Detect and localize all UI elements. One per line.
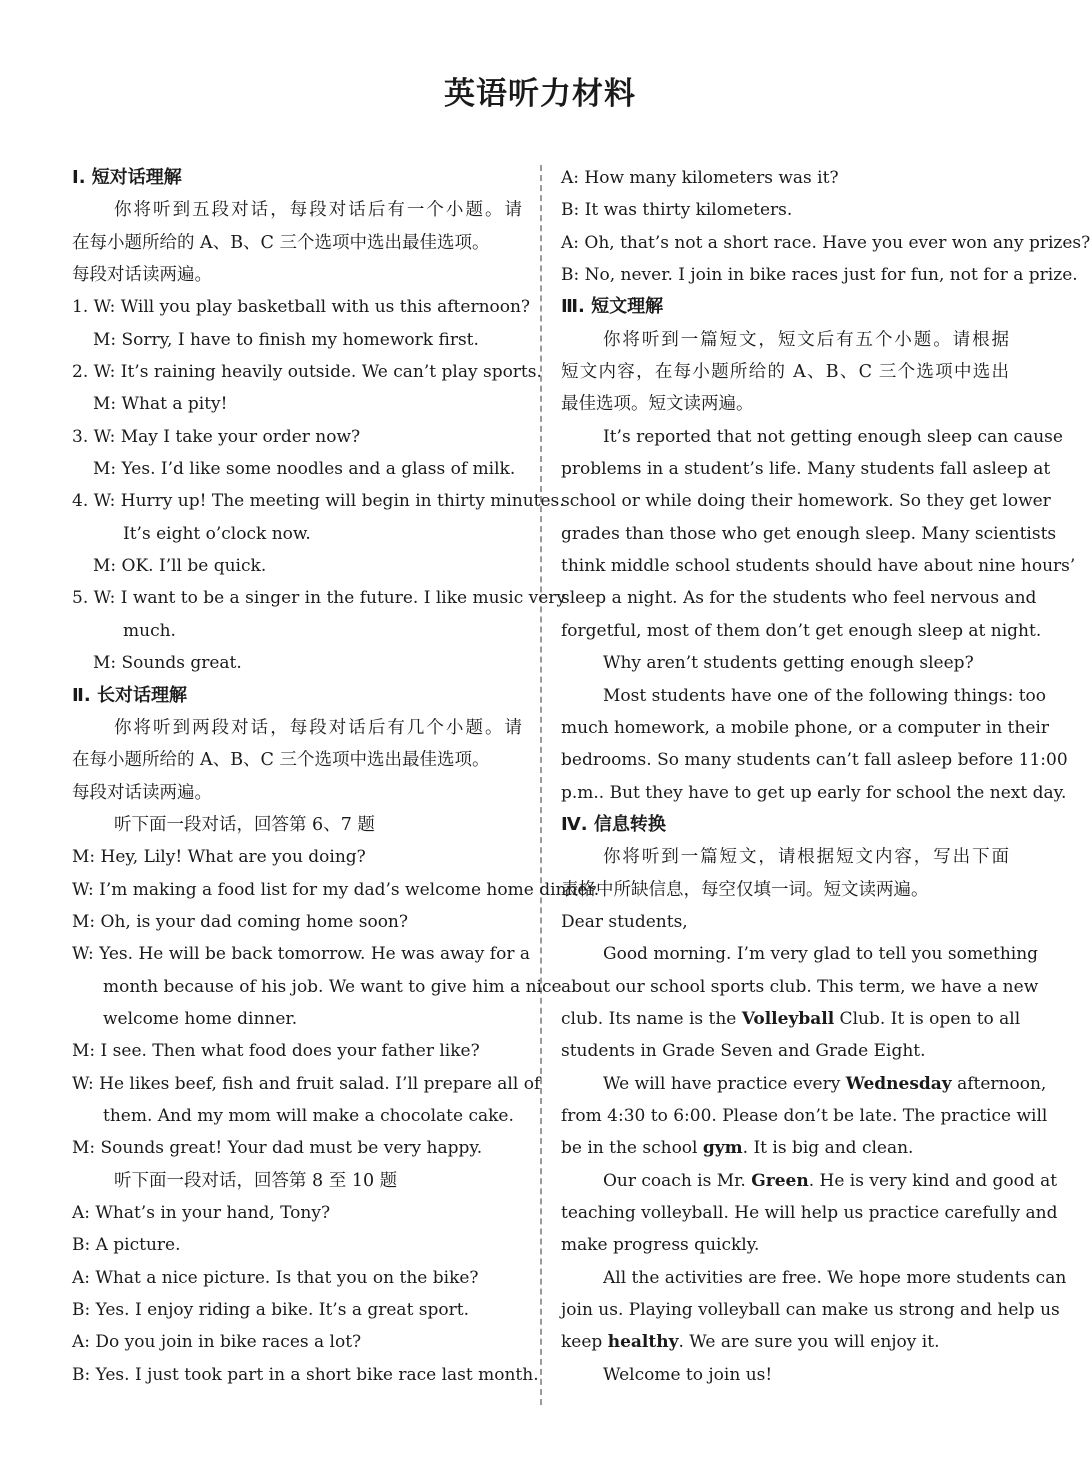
text-line: 你将听到一篇短文，请根据短文内容，写出下面: [603, 847, 1009, 868]
text-line: M: Oh, is your dad coming home soon?: [72, 911, 408, 932]
text-line: much.: [123, 620, 176, 641]
page-title: 英语听力材料: [444, 76, 636, 112]
text-line: students in Grade Seven and Grade Eight.: [561, 1041, 926, 1062]
text-line: them. And my mom will make a chocolate cake.: [103, 1105, 514, 1126]
text-line: [561, 1003, 1021, 1035]
text-line: Good morning. I’m very glad to tell you something: [603, 944, 1039, 965]
text-line: M: What a pity!: [93, 394, 228, 415]
text-line: Most students have one of the following things: too: [603, 685, 1046, 706]
bold-answer: gym: [702, 1138, 743, 1159]
text-line: 你将听到两段对话，每段对话后有几个小题。请: [114, 717, 522, 738]
text-line: 1. W: Will you play basketball with us this afternoon?: [72, 297, 531, 318]
text-line: W: I’m making a food list for my dad’s welcome home dinner.: [72, 879, 600, 900]
text-line: A: What a nice picture. Is that you on the bike?: [72, 1267, 479, 1288]
text-line: A: What’s in your hand, Tony?: [72, 1203, 331, 1223]
text-span: keep: [561, 1332, 608, 1353]
text-line: 在每小题所给的 A、B、C 三个选项中选出最佳选项。: [72, 232, 490, 253]
text-line: join us. Playing volleyball can make us strong and help us: [561, 1300, 1060, 1321]
text-line: 短文内容，在每小题所给的 A、B、C 三个选项中选出: [561, 362, 1009, 383]
text-line: Welcome to join us!: [603, 1364, 773, 1385]
text-line: teaching volleyball. He will help us practice carefully and: [561, 1203, 1058, 1223]
text-line: p.m.. But they have to get up early for school the next day.: [561, 782, 1067, 803]
text-line: 听下面一段对话，回答第 8 至 10 题: [114, 1170, 398, 1191]
text-line: 表格中所缺信息，每空仅填一词。短文读两遍。: [561, 879, 929, 900]
text-line: It’s eight o’clock now.: [123, 523, 311, 544]
text-line: make progress quickly.: [561, 1235, 760, 1256]
text-line: All the activities are free. We hope more students can: [603, 1267, 1067, 1288]
text-line: 2. W: It’s raining heavily outside. We can’t play sports.: [72, 362, 542, 383]
text-line: B: A picture.: [72, 1235, 181, 1256]
text-line: A: How many kilometers was it?: [561, 168, 839, 188]
text-line: 你将听到一篇短文，短文后有五个小题。请根据: [603, 329, 1009, 350]
section-heading: Ⅱ. 长对话理解: [72, 684, 187, 706]
text-line: It’s reported that not getting enough sleep can cause: [603, 426, 1063, 447]
text-line: bedrooms. So many students can’t fall asleep before 11:00: [561, 750, 1068, 771]
text-line: Dear students,: [561, 911, 688, 932]
text-span: . It is big and clean.: [742, 1138, 914, 1159]
text-line: 3. W: May I take your order now?: [72, 426, 361, 447]
text-line: 听下面一段对话，回答第 6、7 题: [114, 814, 375, 835]
column-divider: [540, 165, 542, 1405]
text-line: W: Yes. He will be back tomorrow. He was away for a: [72, 944, 530, 965]
bold-answer: Volleyball: [741, 1008, 835, 1029]
text-line: B: No, never. I join in bike races just for fun, not for a prize.: [561, 265, 1078, 286]
section-heading: Ⅳ. 信息转换: [561, 813, 666, 835]
text-span: club. Its name is the: [561, 1008, 742, 1029]
text-line: [561, 1132, 1009, 1164]
text-span: We will have practice every: [603, 1073, 846, 1094]
bold-answer: Green: [751, 1170, 809, 1191]
text-span: afternoon,: [951, 1073, 1047, 1094]
text-line: think middle school students should have about nine hours’: [561, 556, 1076, 577]
text-line: [561, 1165, 1058, 1197]
text-line: M: Sounds great! Your dad must be very happy.: [72, 1138, 483, 1159]
text-line: 每段对话读两遍。: [72, 782, 212, 803]
text-line: [561, 1068, 1047, 1100]
bold-answer: healthy: [607, 1332, 679, 1353]
text-line: 你将听到五段对话，每段对话后有一个小题。请: [114, 200, 522, 221]
text-span: . We are sure you will enjoy it.: [678, 1332, 940, 1353]
text-span: be in the school: [561, 1138, 703, 1159]
text-line: 每段对话读两遍。: [72, 265, 212, 286]
text-line: 在每小题所给的 A、B、C 三个选项中选出最佳选项。: [72, 750, 490, 771]
text-line: A: Oh, that’s not a short race. Have you ever won any prizes?: [561, 232, 1090, 253]
text-line: Why aren’t students getting enough sleep?: [603, 653, 974, 674]
text-line: grades than those who get enough sleep. Many scientists: [561, 523, 1057, 544]
text-span: Club. It is open to all: [834, 1008, 1021, 1029]
text-line: M: OK. I’ll be quick.: [93, 556, 267, 577]
section-heading: Ⅲ. 短文理解: [561, 296, 664, 318]
text-span: . He is very kind and good at: [808, 1170, 1058, 1191]
text-line: B: It was thirty kilometers.: [561, 200, 793, 221]
text-line: W: He likes beef, fish and fruit salad. I’ll prepare all of: [72, 1073, 541, 1094]
text-span: Our coach is Mr.: [603, 1170, 752, 1191]
text-line: B: Yes. I just took part in a short bike race last month.: [72, 1364, 539, 1385]
text-line: about our school sports club. This term, we have a new: [561, 976, 1039, 997]
text-line: M: Yes. I’d like some noodles and a glass of milk.: [93, 459, 516, 480]
text-line: 4. W: Hurry up! The meeting will begin in thirty minutes.: [72, 491, 565, 512]
text-line: month because of his job. We want to give him a nice: [103, 976, 562, 997]
text-line: much homework, a mobile phone, or a computer in their: [561, 717, 1049, 738]
text-line: welcome home dinner.: [103, 1008, 298, 1029]
text-line: B: Yes. I enjoy riding a bike. It’s a great sport.: [72, 1300, 470, 1321]
text-line: sleep a night. As for the students who feel nervous and: [561, 588, 1037, 609]
right-column: [561, 162, 1090, 1391]
text-line: [561, 1326, 1009, 1358]
bold-answer: Wednesday: [845, 1073, 952, 1094]
section-heading: Ⅰ. 短对话理解: [72, 167, 182, 188]
text-line: problems in a student’s life. Many students fall asleep at: [561, 459, 1051, 480]
text-line: M: I see. Then what food does your father like?: [72, 1041, 480, 1062]
text-line: 最佳选项。短文读两遍。: [561, 394, 754, 415]
text-line: 5. W: I want to be a singer in the future. I like music very: [72, 588, 567, 609]
text-line: M: Sounds great.: [93, 653, 242, 674]
text-line: forgetful, most of them don’t get enough sleep at night.: [561, 620, 1042, 641]
text-line: from 4:30 to 6:00. Please don’t be late. The practice will: [561, 1105, 1048, 1126]
text-line: school or while doing their homework. So they get lower: [561, 491, 1051, 512]
text-line: M: Sorry, I have to finish my homework first.: [93, 329, 479, 350]
text-line: A: Do you join in bike races a lot?: [72, 1332, 362, 1353]
text-line: M: Hey, Lily! What are you doing?: [72, 847, 366, 868]
